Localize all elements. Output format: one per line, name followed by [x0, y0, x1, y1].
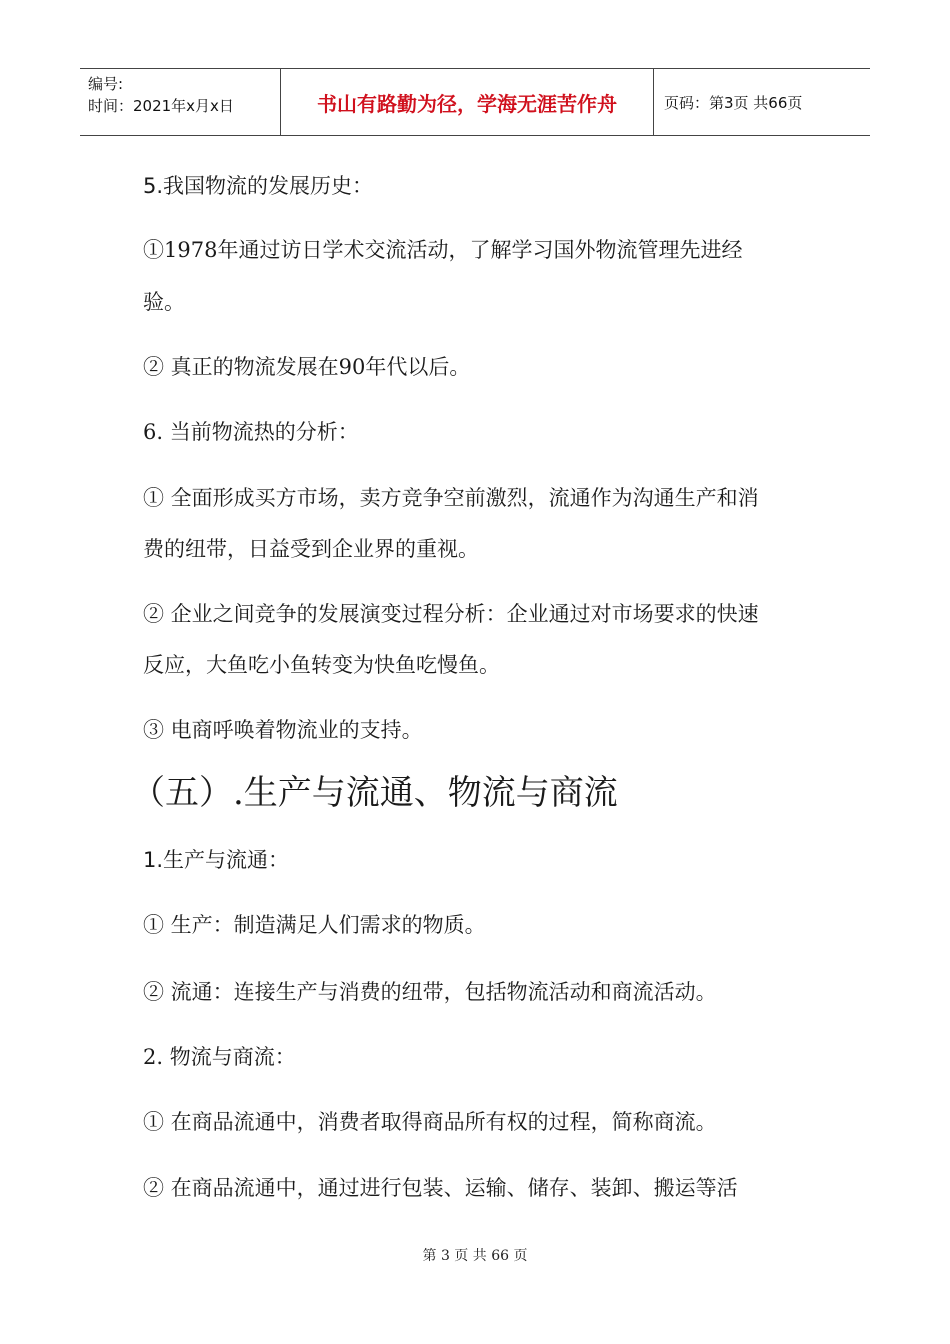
document-date-label: 时间：2021年x月x日: [88, 97, 234, 115]
paragraph-6-2-line1: ② 企业之间竞争的发展演变过程分析：企业通过对市场要求的快速: [143, 602, 759, 626]
paragraph-s1-2: ② 流通：连接生产与消费的纽带，包括物流活动和商流活动。: [143, 980, 717, 1004]
header-page-info: 页码：第3页 共66页: [664, 93, 803, 112]
paragraph-s1-1: ① 生产：制造满足人们需求的物质。: [143, 913, 486, 937]
paragraph-6-2-line2: 反应，大鱼吃小鱼转变为快鱼吃慢鱼。: [143, 653, 500, 677]
paragraph-6-1-line2: 费的纽带，日益受到企业界的重视。: [143, 537, 479, 561]
subheading-1: 1.生产与流通：: [143, 848, 290, 872]
paragraph-5-2: ② 真正的物流发展在90年代以后。: [143, 355, 471, 379]
section-title-5: （五）.生产与流通、物流与商流: [131, 773, 618, 813]
paragraph-5-1-line2: 验。: [143, 290, 185, 314]
paragraph-5-1-line1: ①1978年通过访日学术交流活动，了解学习国外物流管理先进经: [143, 238, 743, 262]
document-number-label: 编号:: [88, 75, 124, 93]
paragraph-6-3: ③ 电商呼唤着物流业的支持。: [143, 718, 423, 742]
paragraph-s2-1: ① 在商品流通中，消费者取得商品所有权的过程，简称商流。: [143, 1110, 717, 1134]
header-motto: 书山有路勤为径，学海无涯苦作舟: [281, 69, 654, 135]
page-footer: 第 3 页 共 66 页: [422, 1248, 528, 1264]
paragraph-s2-2-line1: ② 在商品流通中，通过进行包装、运输、储存、装卸、搬运等活: [143, 1176, 738, 1200]
header-meta: [80, 69, 281, 135]
page-header: [80, 68, 870, 136]
paragraph-6-1-line1: ① 全面形成买方市场，卖方竞争空前激烈，流通作为沟通生产和消: [143, 486, 759, 510]
heading-5: 5.我国物流的发展历史：: [143, 174, 374, 198]
subheading-2: 2. 物流与商流：: [143, 1045, 296, 1069]
heading-6: 6. 当前物流热的分析：: [143, 420, 359, 444]
